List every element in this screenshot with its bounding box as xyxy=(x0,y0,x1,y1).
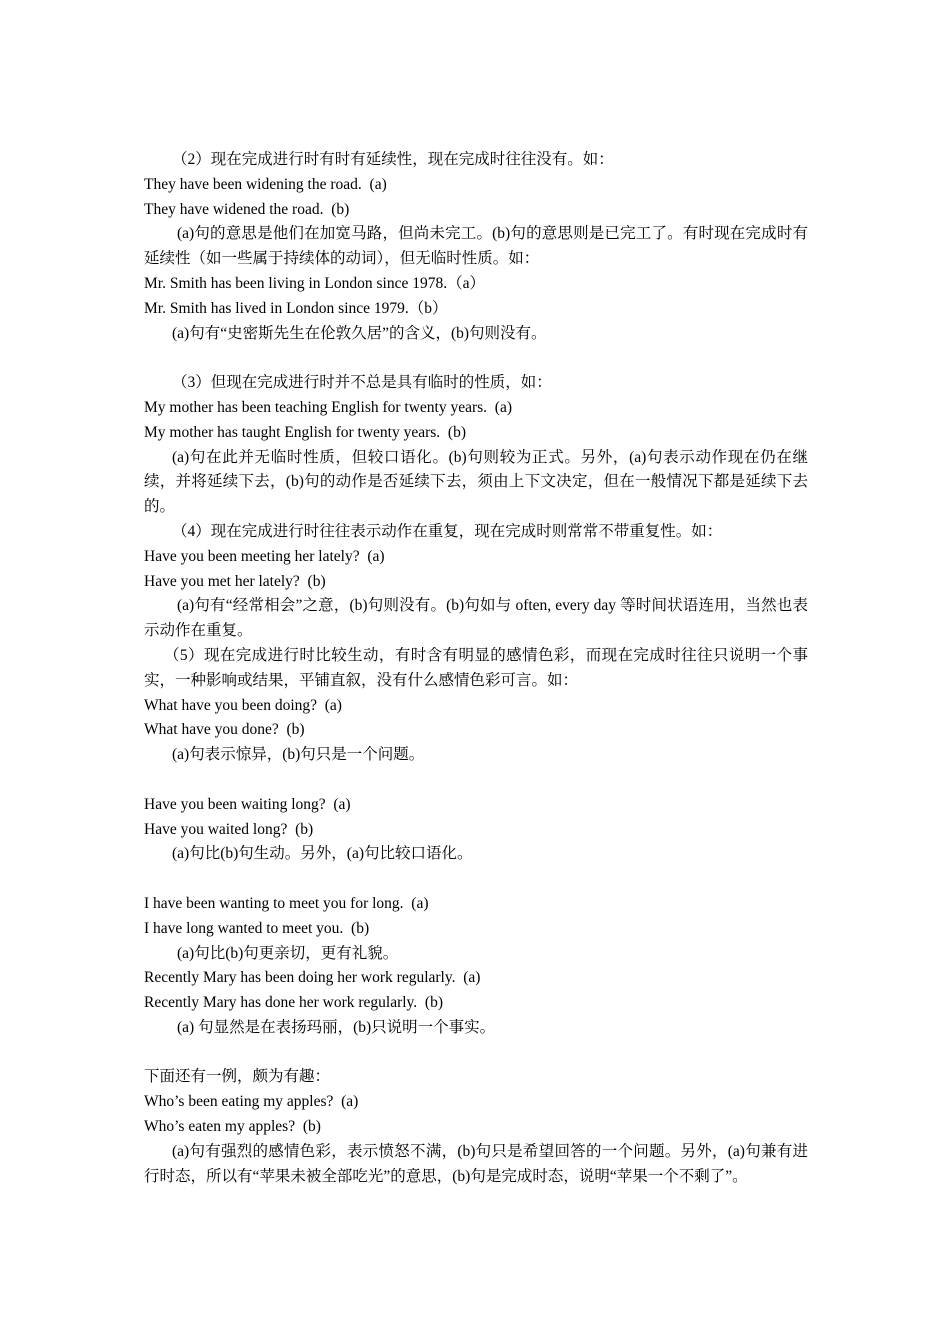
example-sentence: They have widened the road. (b) xyxy=(144,200,350,218)
explanation-paragraph: (a)句有“史密斯先生在伦敦久居”的含义，(b)句则没有。 xyxy=(172,324,547,342)
example-sentence: Have you been meeting her lately? (a) xyxy=(144,547,385,565)
explanation-paragraph: (a)句在此并无临时性质，但较口语化。(b)句则较为正式。另外，(a)句表示动作现在仍在继续，并将延续下去，(b)句的动作是否延续下去，须由上下文决定，但在一般情况下都是延续下去的。 xyxy=(144,448,808,516)
blank-line xyxy=(144,867,808,892)
example-sentence: Mr. Smith has been living in London since 1978.（a） xyxy=(144,274,485,292)
section-6-intro: 下面还有一例，颇为有趣： xyxy=(144,1068,331,1086)
document-page xyxy=(144,148,808,1189)
example-sentence: What have you done? (b) xyxy=(144,721,305,739)
example-sentence: Have you met her lately? (b) xyxy=(144,572,326,590)
blank-line xyxy=(144,1041,808,1066)
example-sentence: My mother has taught English for twenty years. (b) xyxy=(144,423,466,441)
explanation-paragraph: (a)句的意思是他们在加宽马路，但尚未完工。(b)句的意思则是已完工了。有时现在完成时有延续性（如一些属于持续体的动词），但无临时性质。如： xyxy=(144,225,808,268)
example-sentence: My mother has been teaching English for twenty years. (a) xyxy=(144,398,513,416)
blank-line xyxy=(144,768,808,793)
example-sentence: Mr. Smith has lived in London since 1979.（b） xyxy=(144,299,448,317)
example-sentence: They have been widening the road. (a) xyxy=(144,175,387,193)
section-4-heading: （4）现在完成进行时往往表示动作在重复，现在完成时则常常不带重复性。如： xyxy=(172,522,723,540)
example-sentence: Have you been waiting long? (a) xyxy=(144,795,351,813)
example-sentence: I have long wanted to meet you. (b) xyxy=(144,919,370,937)
explanation-paragraph: (a)句表示惊异，(b)句只是一个问题。 xyxy=(172,746,425,764)
explanation-paragraph: (a) 句显然是在表扬玛丽，(b)只说明一个事实。 xyxy=(177,1018,496,1036)
example-sentence: Recently Mary has been doing her work regularly. (a) xyxy=(144,969,481,987)
example-sentence: I have been wanting to meet you for long. (a) xyxy=(144,894,429,912)
example-sentence: Who’s eaten my apples? (b) xyxy=(144,1118,321,1136)
example-sentence: Recently Mary has done her work regularly. (b) xyxy=(144,994,443,1012)
explanation-paragraph: (a)句有“经常相会”之意，(b)句则没有。(b)句如与 often, every day 等时间状语连用，当然也表示动作在重复。 xyxy=(144,597,808,640)
explanation-paragraph: (a)句有强烈的感情色彩，表示愤怒不满，(b)句只是希望回答的一个问题。另外，(a)句兼有进行时态，所以有“苹果未被全部吃光”的意思，(b)句是完成时态，说明“苹果一个不剩了”。 xyxy=(144,1142,808,1185)
example-sentence: Have you waited long? (b) xyxy=(144,820,314,838)
section-2-heading: （2）现在完成进行时有时有延续性，现在完成时往往没有。如： xyxy=(172,151,614,168)
explanation-paragraph: (a)句比(b)句更亲切，更有礼貌。 xyxy=(177,944,399,962)
explanation-paragraph: (a)句比(b)句生动。另外，(a)句比较口语化。 xyxy=(172,845,473,863)
section-3-heading: （3）但现在完成进行时并不总是具有临时的性质，如： xyxy=(172,374,552,392)
example-sentence: What have you been doing? (a) xyxy=(144,696,342,714)
example-sentence: Who’s been eating my apples? (a) xyxy=(144,1093,359,1111)
blank-line xyxy=(144,346,808,371)
section-5-heading: （5）现在完成进行时比较生动，有时含有明显的感情色彩，而现在完成时往往只说明一个事实，一种影响或结果，平铺直叙，没有什么感情色彩可言。如： xyxy=(144,646,808,689)
